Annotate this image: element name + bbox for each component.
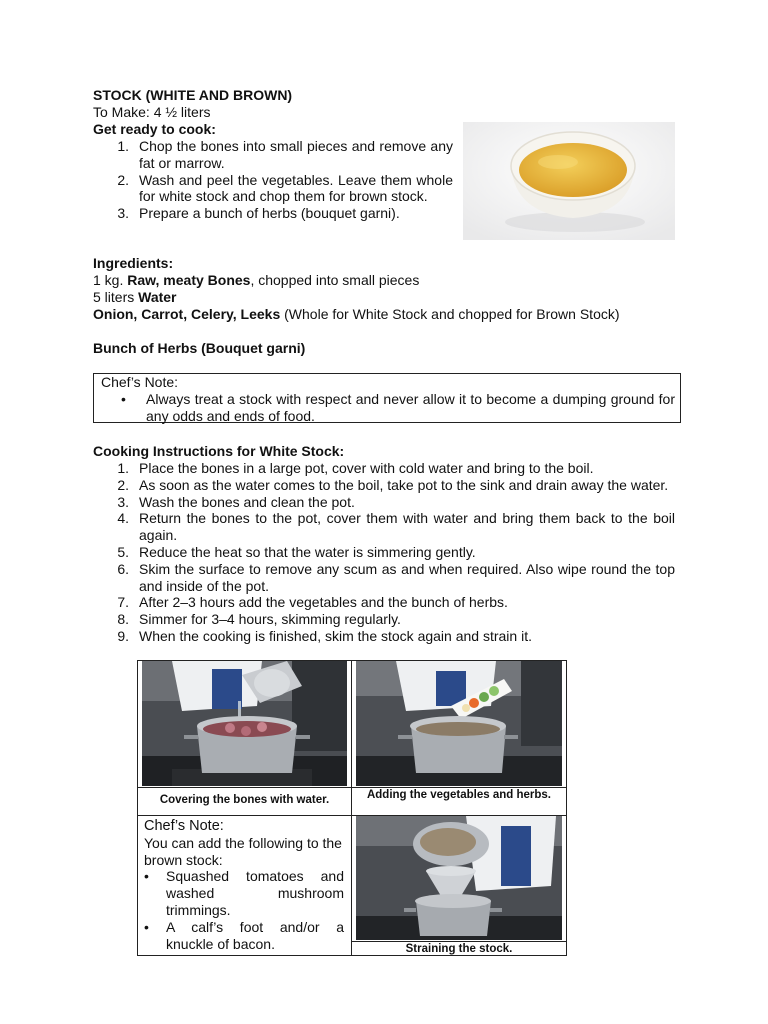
list-item — [93, 611, 675, 628]
step-text: Wash the bones and clean the pot. — [139, 493, 355, 510]
step-number: 1. — [117, 138, 129, 154]
straining-stock-photo — [356, 816, 562, 940]
note-item-text: Squashed tomatoes and washed mushroom trimmings. — [166, 868, 344, 918]
photo-caption: Adding the vegetables and herbs. — [366, 789, 552, 801]
list-item — [93, 172, 453, 206]
get-ready-list — [93, 138, 453, 222]
list-item — [93, 544, 675, 561]
table-divider — [351, 661, 352, 955]
covering-bones-photo — [142, 661, 347, 786]
step-text: Reduce the heat so that the water is simmering gently. — [139, 543, 476, 560]
ingredients-heading: Ingredients: — [93, 255, 174, 271]
step-number: 6. — [117, 560, 129, 577]
list-item — [93, 628, 675, 645]
bullet-icon: • — [121, 391, 126, 407]
list-item — [144, 919, 344, 953]
chefs-note-box — [93, 373, 681, 423]
step-text: After 2–3 hours add the vegetables and the bunch of herbs. — [139, 594, 508, 611]
step-text: Chop the bones into small pieces and remove any fat or marrow. — [139, 138, 453, 171]
table-divider — [138, 787, 566, 788]
get-ready-heading: Get ready to cook: — [93, 121, 216, 137]
step-text: Place the bones in a large pot, cover with cold water and bring to the boil. — [139, 460, 594, 476]
brown-stock-note — [144, 818, 344, 952]
bullet-icon: • — [144, 868, 149, 885]
list-item — [93, 460, 675, 477]
yield-text: To Make: 4 ½ liters — [93, 104, 211, 120]
step-text: When the cooking is finished, skim the stock again and strain it. — [139, 627, 532, 644]
step-text: As soon as the water comes to the boil, take pot to the sink and drain away the water. — [139, 476, 669, 493]
step-number: 2. — [117, 171, 129, 188]
list-item — [93, 138, 453, 172]
step-text: Return the bones to the pot, cover them with water and bring them back to the boil again. — [139, 510, 675, 544]
chefs-note-heading: Chef’s Note: — [144, 818, 224, 834]
step-text: Skim the surface to remove any scum as and when required. Also wipe round the top and inside of the pot. — [139, 560, 675, 594]
ingredient-name: Onion, Carrot, Celery, Leeks — [93, 306, 281, 322]
step-number: 1. — [117, 460, 129, 476]
page-title: STOCK (WHITE AND BROWN) — [93, 87, 293, 103]
list-item — [144, 868, 344, 918]
step-text: Simmer for 3–4 hours, skimming regularly. — [139, 611, 401, 628]
chefs-note-intro: You can add the following to the brown stock: — [144, 834, 342, 868]
list-item — [93, 494, 675, 511]
step-number: 5. — [117, 543, 129, 560]
ingredient-name: Raw, meaty Bones — [127, 272, 251, 288]
list-item — [93, 477, 675, 494]
cooking-heading: Cooking Instructions for White Stock: — [93, 443, 345, 459]
photo-table — [137, 660, 567, 956]
bullet-icon: • — [144, 918, 149, 935]
step-number: 7. — [117, 594, 129, 611]
list-item — [93, 594, 675, 611]
photo-caption: Covering the bones with water. — [159, 794, 330, 806]
ingredient-name: Water — [138, 289, 177, 305]
step-number: 9. — [117, 627, 129, 644]
step-number: 2. — [117, 476, 129, 493]
ingredient-herbs: Bunch of Herbs (Bouquet garni) — [93, 340, 306, 356]
step-text: Prepare a bunch of herbs (bouquet garni). — [139, 205, 400, 222]
note-item-text: A calf’s foot and/or a knuckle of bacon. — [166, 918, 344, 952]
step-number: 3. — [117, 205, 129, 222]
photo-caption: Straining the stock. — [405, 943, 513, 955]
stock-bowl-photo — [463, 122, 675, 240]
adding-vegetables-photo — [356, 661, 562, 786]
step-number: 8. — [117, 611, 129, 628]
ingredient-qty: 1 kg. — [93, 272, 128, 288]
step-number: 4. — [117, 510, 129, 527]
ingredient-vegetables — [93, 306, 675, 323]
list-item — [93, 205, 453, 222]
ingredient-water — [93, 289, 177, 306]
step-number: 3. — [117, 493, 129, 510]
cooking-steps-list — [93, 460, 675, 645]
ingredient-bones — [93, 272, 419, 289]
ingredient-detail: (Whole for White Stock and chopped for Brown Stock) — [280, 306, 620, 322]
ingredient-qty: 5 liters — [93, 289, 139, 305]
list-item — [93, 561, 675, 595]
chefs-note-heading: Chef’s Note: — [101, 374, 179, 390]
list-item — [93, 510, 675, 544]
table-divider — [352, 941, 566, 942]
step-text: Wash and peel the vegetables. Leave them whole for white stock and chop them for brown stock. — [139, 171, 453, 205]
ingredient-detail: , chopped into small pieces — [250, 272, 420, 288]
chefs-note-text: Always treat a stock with respect and never allow it to become a dumping ground for any odds and ends of food. — [146, 391, 675, 424]
